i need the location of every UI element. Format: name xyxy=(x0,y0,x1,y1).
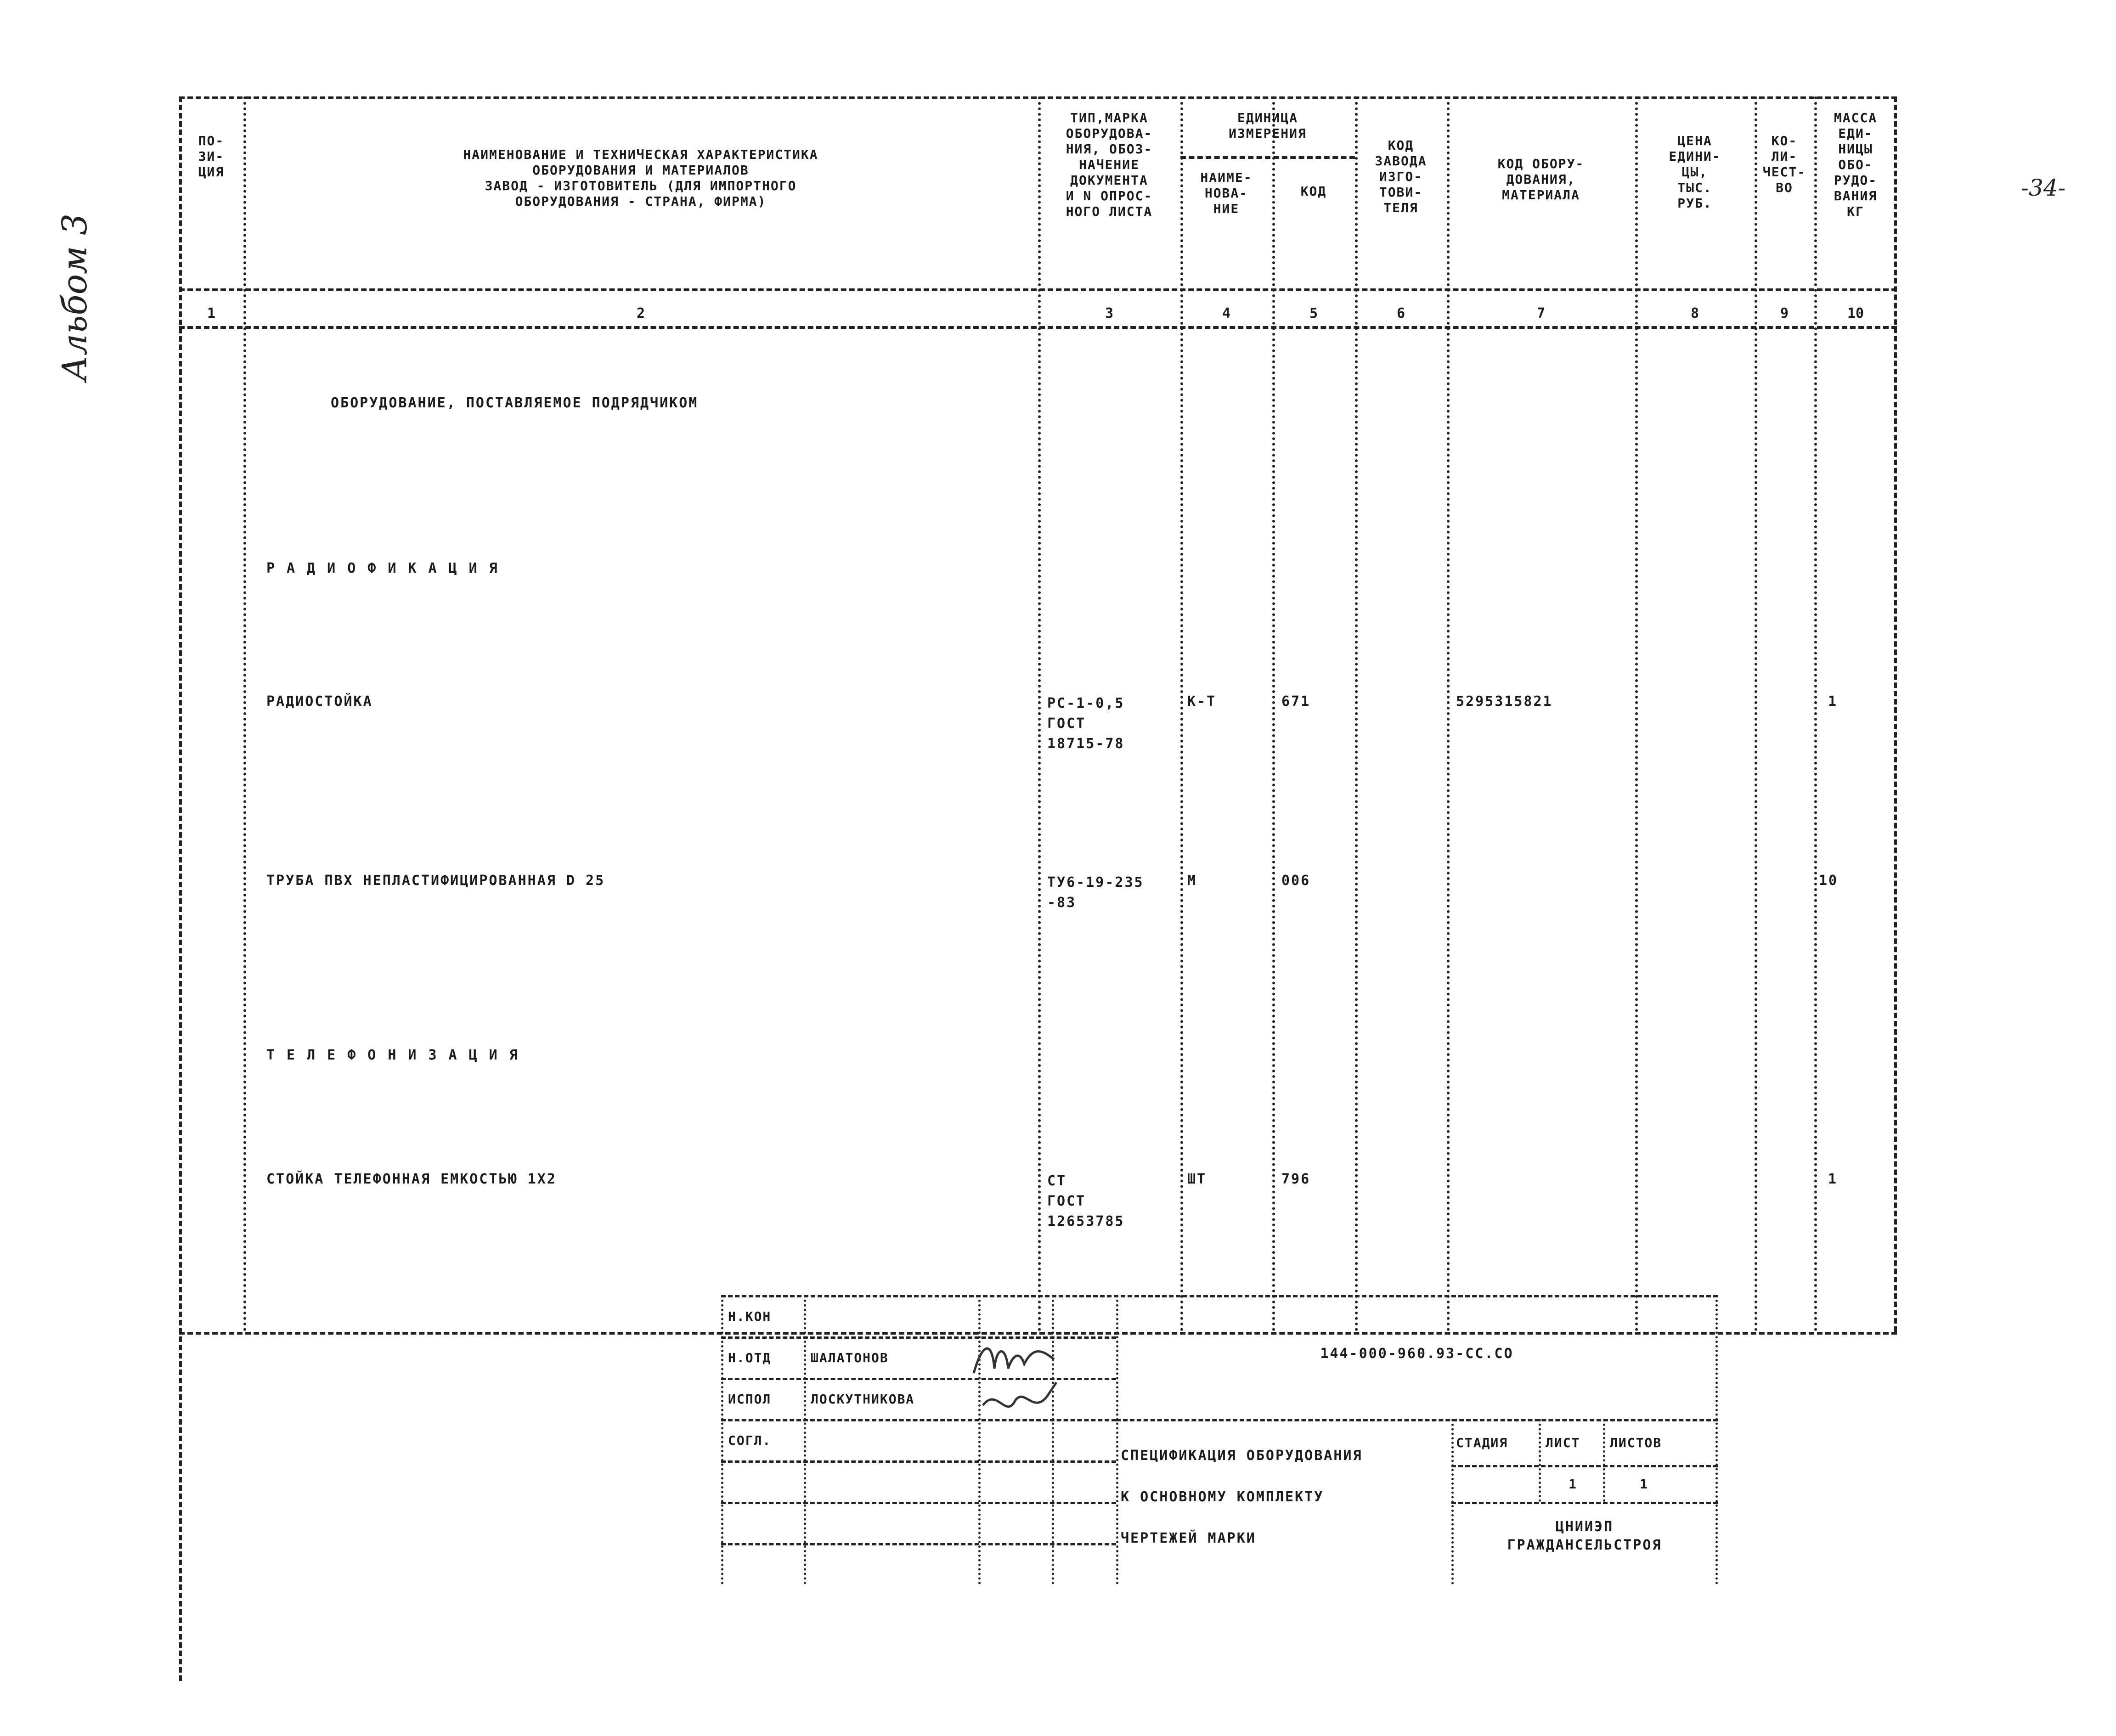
item-quantity: 1 xyxy=(1828,1171,1838,1187)
column-number: 2 xyxy=(636,305,645,321)
column-number: 6 xyxy=(1396,305,1405,321)
stamp-divider xyxy=(1116,1419,1718,1421)
stamp-divider xyxy=(721,1295,1718,1297)
column-number: 8 xyxy=(1690,305,1699,321)
column-number: 9 xyxy=(1780,305,1789,321)
stamp-divider xyxy=(721,1502,1116,1504)
col-divider xyxy=(1814,96,1817,1332)
header-unit-code: КОД xyxy=(1300,184,1327,199)
sheets-label: ЛИСТОВ xyxy=(1610,1435,1662,1450)
margin-note: Альбом 3 xyxy=(55,213,95,381)
item-name: СТОЙКА ТЕЛЕФОННАЯ ЕМКОСТЬЮ 1Х2 xyxy=(266,1171,557,1187)
col-divider xyxy=(1180,96,1183,1332)
stamp-divider xyxy=(1116,1295,1118,1584)
item-unit-code: 671 xyxy=(1281,693,1311,710)
column-number: 10 xyxy=(1847,305,1864,321)
stamp-divider xyxy=(721,1543,1116,1545)
header-equip-code: КОД ОБОРУ- ДОВАНИЯ, МАТЕРИАЛА xyxy=(1497,156,1585,203)
page-number: -34- xyxy=(2021,175,2066,201)
item-type: ТУ6-19-235 -83 xyxy=(1047,874,1144,911)
stamp-role: Н.КОН xyxy=(728,1309,772,1324)
header-position: ПО- ЗИ- ЦИЯ xyxy=(198,133,225,180)
signature-image xyxy=(978,1378,1061,1428)
column-number: 5 xyxy=(1309,305,1318,321)
col-divider xyxy=(1635,96,1638,1332)
col-divider xyxy=(1038,96,1041,1332)
col-divider xyxy=(1272,96,1275,1332)
column-number: 1 xyxy=(207,305,216,321)
header-unit: ЕДИНИЦА ИЗМЕРЕНИЯ xyxy=(1229,110,1307,141)
stamp-person: ШАЛАТОНОВ xyxy=(811,1350,889,1365)
column-number: 3 xyxy=(1105,305,1114,321)
col-divider xyxy=(1355,96,1358,1332)
header-maker-code: КОД ЗАВОДА ИЗГО- ТОВИ- ТЕЛЯ xyxy=(1375,138,1427,215)
stamp-role: ИСПОЛ xyxy=(728,1392,772,1407)
header-price: ЦЕНА ЕДИНИ- ЦЫ, ТЫС. РУБ. xyxy=(1669,133,1721,211)
col-divider xyxy=(1755,96,1757,1332)
item-type: РС-1-0,5 ГОСТ 18715-78 xyxy=(1047,695,1125,752)
title-block xyxy=(721,1295,1718,1584)
document-title: СПЕЦИФИКАЦИЯ ОБОРУДОВАНИЯ К ОСНОВНОМУ КОМПЛЕКТУ ЧЕРТЕЖЕЙ МАРКИ xyxy=(1121,1448,1363,1546)
item-type: СТ ГОСТ 12653785 xyxy=(1047,1173,1125,1229)
item-unit-code: 006 xyxy=(1281,873,1311,889)
sheet-label: ЛИСТ xyxy=(1546,1435,1580,1450)
item-name: РАДИОСТОЙКА xyxy=(266,693,373,710)
sheets-value: 1 xyxy=(1640,1477,1648,1492)
item-equip-code: 5295315821 xyxy=(1456,693,1553,710)
item-quantity: 1 xyxy=(1828,693,1838,710)
header-type: ТИП,МАРКА ОБОРУДОВА- НИЯ, ОБОЗ- НАЧЕНИЕ ДОКУМЕНТА И N ОПРОС- НОГО ЛИСТА xyxy=(1066,110,1153,219)
stamp-divider xyxy=(721,1295,723,1584)
group-title-radio: РАДИОФИКАЦИЯ xyxy=(266,560,509,576)
item-unit: М xyxy=(1187,873,1197,889)
document-code: 144-000-960.93-СС.СО xyxy=(1320,1346,1514,1362)
unit-subdivider xyxy=(1180,156,1355,159)
stamp-divider xyxy=(1451,1419,1454,1584)
column-number: 4 xyxy=(1222,305,1231,321)
sheet-value: 1 xyxy=(1569,1477,1577,1492)
stamp-role: СОГЛ. xyxy=(728,1433,772,1448)
header-name: НАИМЕНОВАНИЕ И ТЕХНИЧЕСКАЯ ХАРАКТЕРИСТИКА ОБОРУДОВАНИЯ И МАТЕРИАЛОВ ЗАВОД - ИЗГОТОВИТЕЛЬ (ДЛЯ ИМПОРТНОГО ОБОРУДОВАНИЯ - СТРАНА, ФИРМА) xyxy=(463,147,818,209)
item-name: ТРУБА ПВХ НЕПЛАСТИФИЦИРОВАННАЯ D 25 xyxy=(266,873,605,889)
header-unit-name: НАИМЕ- НОВА- НИЕ xyxy=(1200,170,1253,216)
stamp-divider xyxy=(1451,1465,1718,1467)
stamp-divider xyxy=(1451,1502,1718,1504)
frame-left-border xyxy=(179,96,182,1681)
stamp-divider xyxy=(1603,1419,1605,1502)
item-unit: ШТ xyxy=(1187,1171,1207,1187)
stage-label: СТАДИЯ xyxy=(1456,1435,1508,1450)
column-number: 7 xyxy=(1536,305,1546,321)
stamp-role: Н.ОТД xyxy=(728,1350,772,1365)
col-divider xyxy=(243,96,246,1332)
frame-right-border xyxy=(1894,96,1897,1332)
col-divider xyxy=(1447,96,1450,1332)
item-unit: К-Т xyxy=(1187,693,1217,710)
stamp-divider xyxy=(804,1295,806,1584)
stamp-person: ЛОСКУТНИКОВА xyxy=(811,1392,915,1407)
organization: ЦНИИЭП ГРАЖДАНСЕЛЬСТРОЯ xyxy=(1507,1519,1662,1553)
stamp-divider xyxy=(1539,1419,1541,1502)
header-mass: МАССА ЕДИ- НИЦЫ ОБО- РУДО- ВАНИЯ КГ xyxy=(1834,110,1878,219)
stamp-divider xyxy=(721,1460,1116,1463)
header-quantity: КО- ЛИ- ЧЕСТ- ВО xyxy=(1762,133,1806,195)
item-quantity: 10 xyxy=(1819,873,1839,889)
group-title-telephone: ТЕЛЕФОНИЗАЦИЯ xyxy=(266,1047,530,1063)
section-title: ОБОРУДОВАНИЕ, ПОСТАВЛЯЕМОЕ ПОДРЯДЧИКОМ xyxy=(331,395,699,411)
item-unit-code: 796 xyxy=(1281,1171,1311,1187)
